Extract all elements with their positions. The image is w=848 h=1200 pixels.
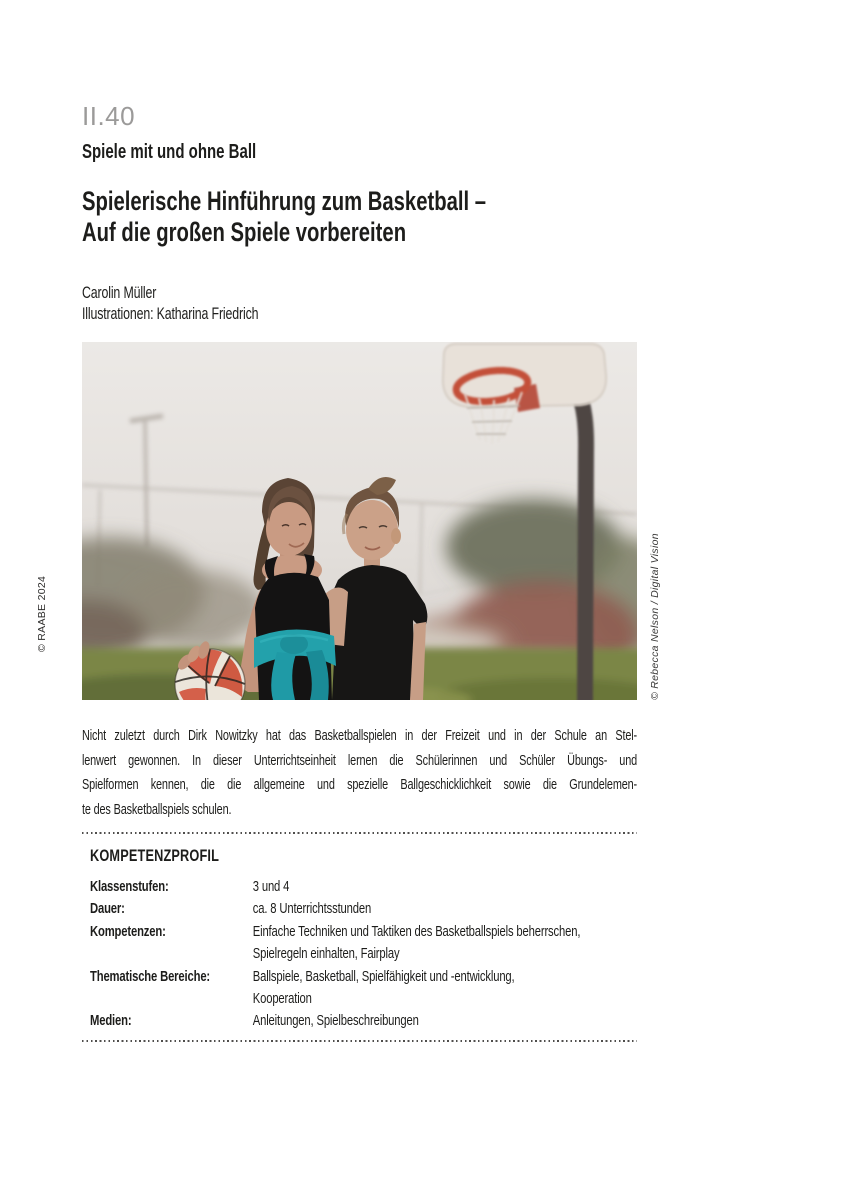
author-name: Carolin Müller <box>82 284 157 302</box>
profile-row-value: Anleitungen, Spielbeschreibungen <box>252 1012 419 1030</box>
profile-row-klassenstufen <box>90 876 637 898</box>
series-title: Spiele mit und ohne Ball <box>82 141 257 163</box>
article-title-line2: Auf die großen Spiele vorbereiten <box>82 217 407 247</box>
profile-heading: KOMPETENZPROFIL <box>90 846 220 865</box>
article-title <box>82 186 822 248</box>
profile-row-label: Medien: <box>90 1012 132 1030</box>
article-title-line1: Spielerische Hinführung zum Basketball – <box>82 186 486 216</box>
profile-row-thematische-bereiche <box>90 966 637 1011</box>
profile-row-value: 3 und 4 <box>252 878 290 895</box>
profile-row-value: Einfache Techniken und Taktiken des Basketballspiels beherrschen, Spielregeln einhalten, Fairplay <box>252 922 581 963</box>
profile-row-value: ca. 8 Unterrichtsstunden <box>252 900 372 918</box>
article-photo <box>82 342 637 700</box>
dotted-divider-bottom <box>82 1040 637 1042</box>
profile-row-kompetenzen <box>90 921 637 966</box>
profile-row-dauer <box>90 898 637 920</box>
profile-row-label: Thematische Bereiche: <box>90 967 211 985</box>
publisher-copyright: © RAABE 2024 <box>36 575 48 652</box>
intro-paragraph <box>82 724 822 822</box>
photo-copyright: © Rebecca Nelson / Digital Vision <box>649 533 661 700</box>
basketball-photo <box>82 342 637 700</box>
illustrator-credit: Illustrationen: Katharina Friedrich <box>82 305 259 323</box>
author-block <box>82 283 682 325</box>
intro-line: Nicht zuletzt durch Dirk Nowitzky hat das Basketballspielen in der Freizeit und in der Schule an Stel- <box>82 728 637 744</box>
intro-line: Spielformen kennen, die die allgemeine und spezielle Ballgeschicklichkeit sowie die Grundelemen- <box>82 777 637 793</box>
profile-row-label: Klassenstufen: <box>90 878 169 895</box>
dotted-divider-top <box>82 832 637 834</box>
profile-row-value: Ballspiele, Basketball, Spielfähigkeit und -entwicklung, Kooperation <box>252 967 515 1008</box>
profile-row-label: Dauer: <box>90 900 125 918</box>
profile-row-medien <box>90 1010 637 1032</box>
intro-line: te des Basketballspiels schulen. <box>82 801 232 818</box>
section-number: II.40 <box>82 101 136 131</box>
intro-line: lenwert gewonnen. In dieser Unterrichtseinheit lernen die Schülerinnen und Schüler Übungs- und <box>82 752 637 769</box>
competence-profile <box>90 846 819 1033</box>
profile-row-label: Kompetenzen: <box>90 922 166 940</box>
